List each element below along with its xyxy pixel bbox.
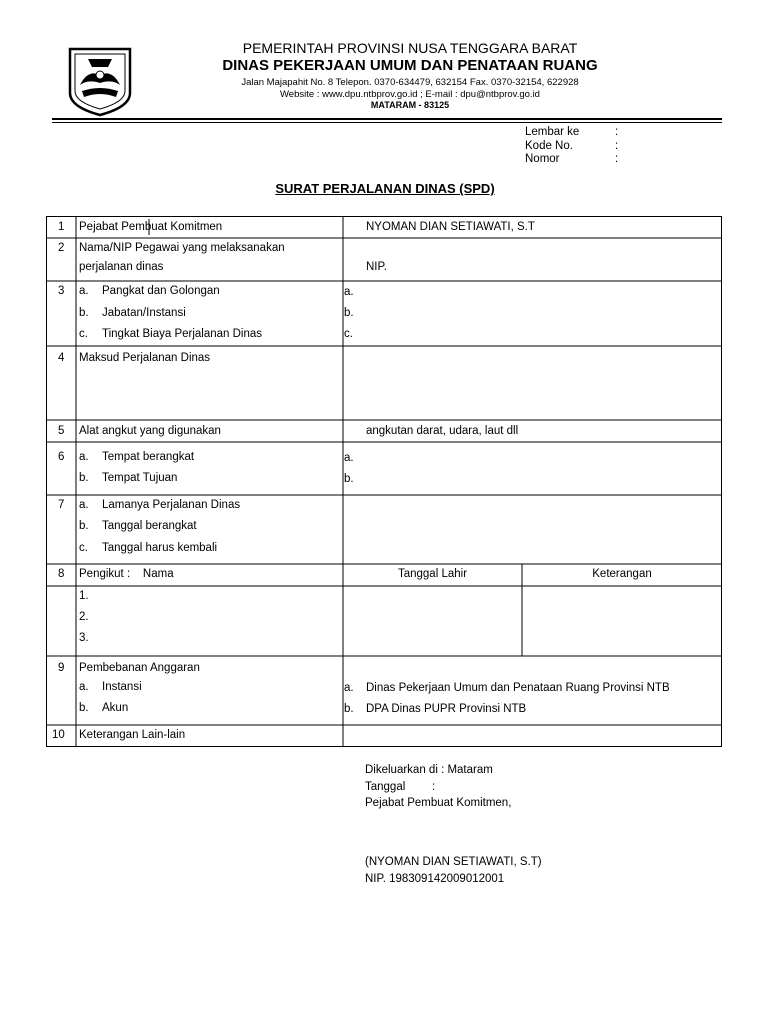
row-7-marker-b: b. [79,520,89,532]
row-9-label: Pembebanan Anggaran [79,662,200,674]
row-2-label-line1: Nama/NIP Pegawai yang melaksanakan [79,242,285,254]
row-6-marker-a: a. [79,451,89,463]
row-7-item-b: Tanggal berangkat [102,520,197,532]
row-3-item-a: Pangkat dan Golongan [102,285,220,297]
row-9-marker-a: a. [79,681,89,693]
signatory-title: Pejabat Pembuat Komitmen, [365,797,512,809]
meta-lembar [525,126,619,138]
agency-heading: DINAS PEKERJAAN UMUM DAN PENATAAN RUANG [222,57,598,74]
row-8-follower-1: 1. [79,590,89,602]
row-9-value-a: Dinas Pekerjaan Umum dan Penataan Ruang Provinsi NTB [366,682,670,694]
row-7-number: 7 [58,499,65,511]
row-8-follower-3: 3. [79,632,89,644]
row-9-item-a: Instansi [102,681,142,693]
row-1-label: Pejabat Pembuat Komitmen [79,221,223,233]
issue-date-label: Tanggal [365,781,406,793]
row-3-marker-c: c. [79,328,88,340]
meta-colon: : [615,126,619,138]
row-3-item-c: Tingkat Biaya Perjalanan Dinas [102,328,263,340]
row-6-value-marker-b: b. [344,473,354,485]
ntb-emblem-logo [66,45,134,117]
row-5-value: angkutan darat, udara, laut dll [366,425,519,437]
row-2-label-line2: perjalanan dinas [79,261,164,273]
row-3-marker-a: a. [79,285,89,297]
row-2-value: NIP. [366,261,387,273]
agency-city: MATARAM - 83125 [370,100,450,110]
row-9-number: 9 [58,662,65,674]
row-8-col-birthdate: Tanggal Lahir [397,568,468,580]
row-1-number: 1 [58,221,65,233]
agency-address: Jalan Majapahit No. 8 Telepon. 0370-634479, 632154 Fax. 0370-32154, 622928 [241,77,579,88]
row-7-item-c: Tanggal harus kembali [102,542,218,554]
row-8-label: Pengikut : Nama [79,568,174,580]
row-1-value: NYOMAN DIAN SETIAWATI, S.T [366,221,535,233]
document-title: SURAT PERJALANAN DINAS (SPD) [275,181,495,196]
row-2-number: 2 [58,242,65,254]
row-3-value-marker-a: a. [344,286,354,298]
row-6-marker-b: b. [79,472,89,484]
row-8-number: 8 [58,568,65,580]
row-6-item-a: Tempat berangkat [102,451,195,463]
meta-kode-label: Kode No. [525,140,573,152]
row-7-marker-a: a. [79,499,89,511]
row-8-follower-2: 2. [79,611,89,623]
header-rule-thick [52,118,722,120]
signatory-name: (NYOMAN DIAN SETIAWATI, S.T) [365,856,542,868]
row-6-number: 6 [58,451,65,463]
signatory-nip: NIP. 198309142009012001 [365,873,505,885]
meta-nomor-label: Nomor [525,153,560,165]
row-6-item-b: Tempat Tujuan [102,472,178,484]
row-9-value-marker-a: a. [344,682,354,694]
meta-nomor [525,153,619,165]
row-10-label: Keterangan Lain-lain [79,729,186,741]
issued-at: Dikeluarkan di : Mataram [365,764,493,776]
row-3-number: 3 [58,285,65,297]
row-4-number: 4 [58,352,65,364]
agency-contact: Website : www.dpu.ntbprov.go.id ; E-mail : dpu@ntbprov.go.id [280,89,540,100]
meta-lembar-label: Lembar ke [525,126,580,138]
row-9-marker-b: b. [79,702,89,714]
row-3-item-b: Jabatan/Instansi [102,307,186,319]
meta-colon: : [615,153,619,165]
issue-date-colon: : [432,781,436,793]
row-5-number: 5 [58,425,65,437]
row-5-label: Alat angkut yang digunakan [79,425,221,437]
meta-colon: : [615,140,619,152]
meta-kode [525,140,619,152]
row-9-item-b: Akun [102,702,129,714]
row-3-value-marker-c: c. [344,328,353,340]
row-6-value-marker-a: a. [344,452,354,464]
row-3-marker-b: b. [79,307,89,319]
row-7-item-a: Lamanya Perjalanan Dinas [102,499,241,511]
header-rule-thin [52,122,722,123]
row-9-value-marker-b: b. [344,703,354,715]
government-heading: PEMERINTAH PROVINSI NUSA TENGGARA BARAT [242,40,578,56]
row-9-value-b: DPA Dinas PUPR Provinsi NTB [366,703,527,715]
row-8-col-remarks: Keterangan [592,568,652,580]
row-10-number: 10 [52,729,65,741]
row-4-label: Maksud Perjalanan Dinas [79,352,211,364]
row-3-value-marker-b: b. [344,307,354,319]
row-7-marker-c: c. [79,542,88,554]
